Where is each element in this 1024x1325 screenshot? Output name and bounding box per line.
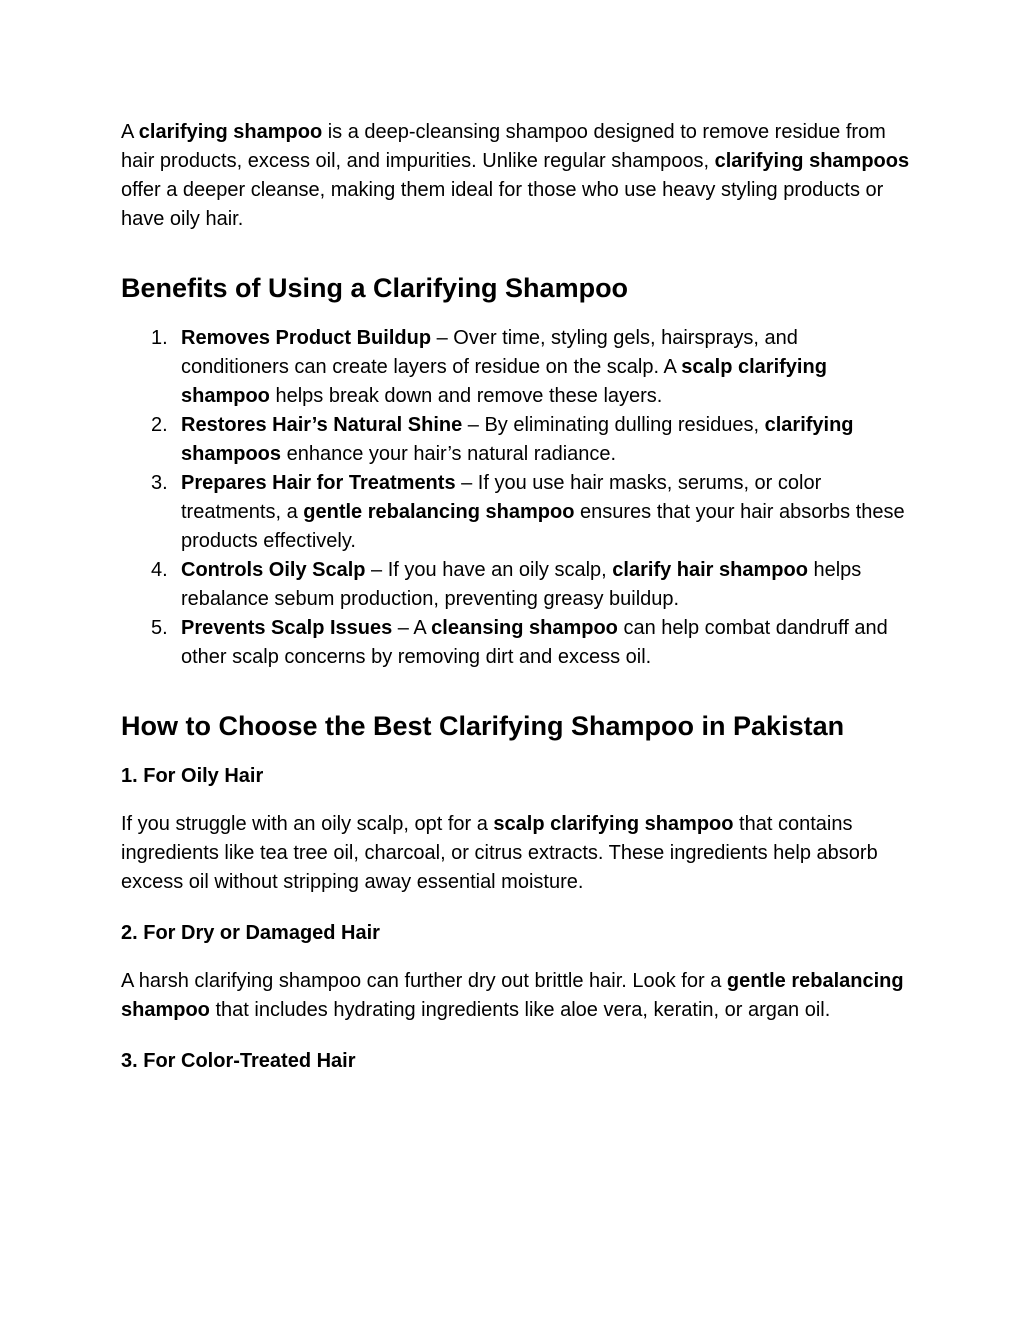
- text-run: If you struggle with an oily scalp, opt for a: [121, 813, 494, 835]
- benefit-item: [121, 614, 911, 672]
- text-run: A: [121, 121, 139, 143]
- benefit-title: Removes Product Buildup: [181, 327, 432, 349]
- benefit-title: Prevents Scalp Issues: [181, 617, 393, 639]
- list-number: 2.: [151, 414, 168, 436]
- benefit-item: [121, 469, 911, 556]
- text-run: – A: [392, 617, 432, 639]
- bold-term: gentle rebalancing shampoo: [303, 501, 575, 523]
- text-run: is a deep-cleansing shampoo designed to remove residue from hair products, excess oil, and impurities. Unlike regular shampoos,: [121, 121, 886, 172]
- intro-paragraph: [121, 118, 911, 234]
- list-number: 1.: [151, 327, 168, 349]
- section-paragraph-dry-hair: [121, 967, 911, 1025]
- text-run: can help combat dandruff and other scalp concerns by removing dirt and excess oil.: [181, 617, 888, 668]
- list-number: 4.: [151, 559, 168, 581]
- benefit-title: Restores Hair’s Natural Shine: [181, 414, 463, 436]
- bold-term: scalp clarifying shampoo: [493, 813, 734, 835]
- bold-term: clarifying shampoos: [714, 150, 910, 172]
- benefit-item: [121, 324, 911, 411]
- section-paragraph-oily-hair: [121, 810, 911, 897]
- text-run: – If you use hair masks, serums, or color treatments, a: [181, 472, 822, 523]
- text-run: ensures that your hair absorbs these products effectively.: [181, 501, 905, 552]
- bold-term: scalp clarifying shampoo: [181, 356, 827, 407]
- bold-term: clarifying shampoos: [181, 414, 854, 465]
- text-run: helps rebalance sebum production, preventing greasy buildup.: [181, 559, 862, 610]
- text-run: – By eliminating dulling residues,: [462, 414, 765, 436]
- section-title-dry-hair: 2. For Dry or Damaged Hair: [121, 922, 380, 944]
- bold-term: cleansing shampoo: [431, 617, 618, 639]
- benefit-item: [121, 556, 911, 614]
- choose-heading: How to Choose the Best Clarifying Shampoo in Pakistan: [121, 711, 845, 741]
- bold-term: clarify hair shampoo: [612, 559, 808, 581]
- text-run: that contains ingredients like tea tree oil, charcoal, or citrus extracts. These ingredients help absorb excess oil without stripping away essential moisture.: [121, 813, 878, 893]
- text-run: helps break down and remove these layers.: [269, 385, 663, 407]
- text-run: – Over time, styling gels, hairsprays, and conditioners can create layers of residue on the scalp. A: [181, 327, 798, 378]
- text-run: that includes hydrating ingredients like aloe vera, keratin, or argan oil.: [209, 999, 831, 1021]
- benefit-title: Controls Oily Scalp: [181, 559, 366, 581]
- document-page: [121, 118, 911, 1095]
- section-title-oily-hair: 1. For Oily Hair: [121, 765, 264, 787]
- benefit-item: [121, 411, 911, 469]
- section-title-color-treated-hair: 3. For Color-Treated Hair: [121, 1050, 356, 1072]
- benefits-list-block: [121, 324, 911, 672]
- text-run: – If you have an oily scalp,: [365, 559, 613, 581]
- bold-term: clarifying shampoo: [138, 121, 323, 143]
- benefit-title: Prepares Hair for Treatments: [181, 472, 456, 494]
- text-run: enhance your hair’s natural radiance.: [281, 443, 617, 465]
- text-run: offer a deeper cleanse, making them ideal for those who use heavy styling products or have oily hair.: [121, 179, 884, 230]
- list-number: 5.: [151, 617, 168, 639]
- benefits-heading: Benefits of Using a Clarifying Shampoo: [121, 273, 629, 303]
- list-number: 3.: [151, 472, 168, 494]
- bold-term: gentle rebalancing shampoo: [121, 970, 904, 1021]
- text-run: A harsh clarifying shampoo can further dry out brittle hair. Look for a: [121, 970, 727, 992]
- benefits-list: [121, 324, 911, 672]
